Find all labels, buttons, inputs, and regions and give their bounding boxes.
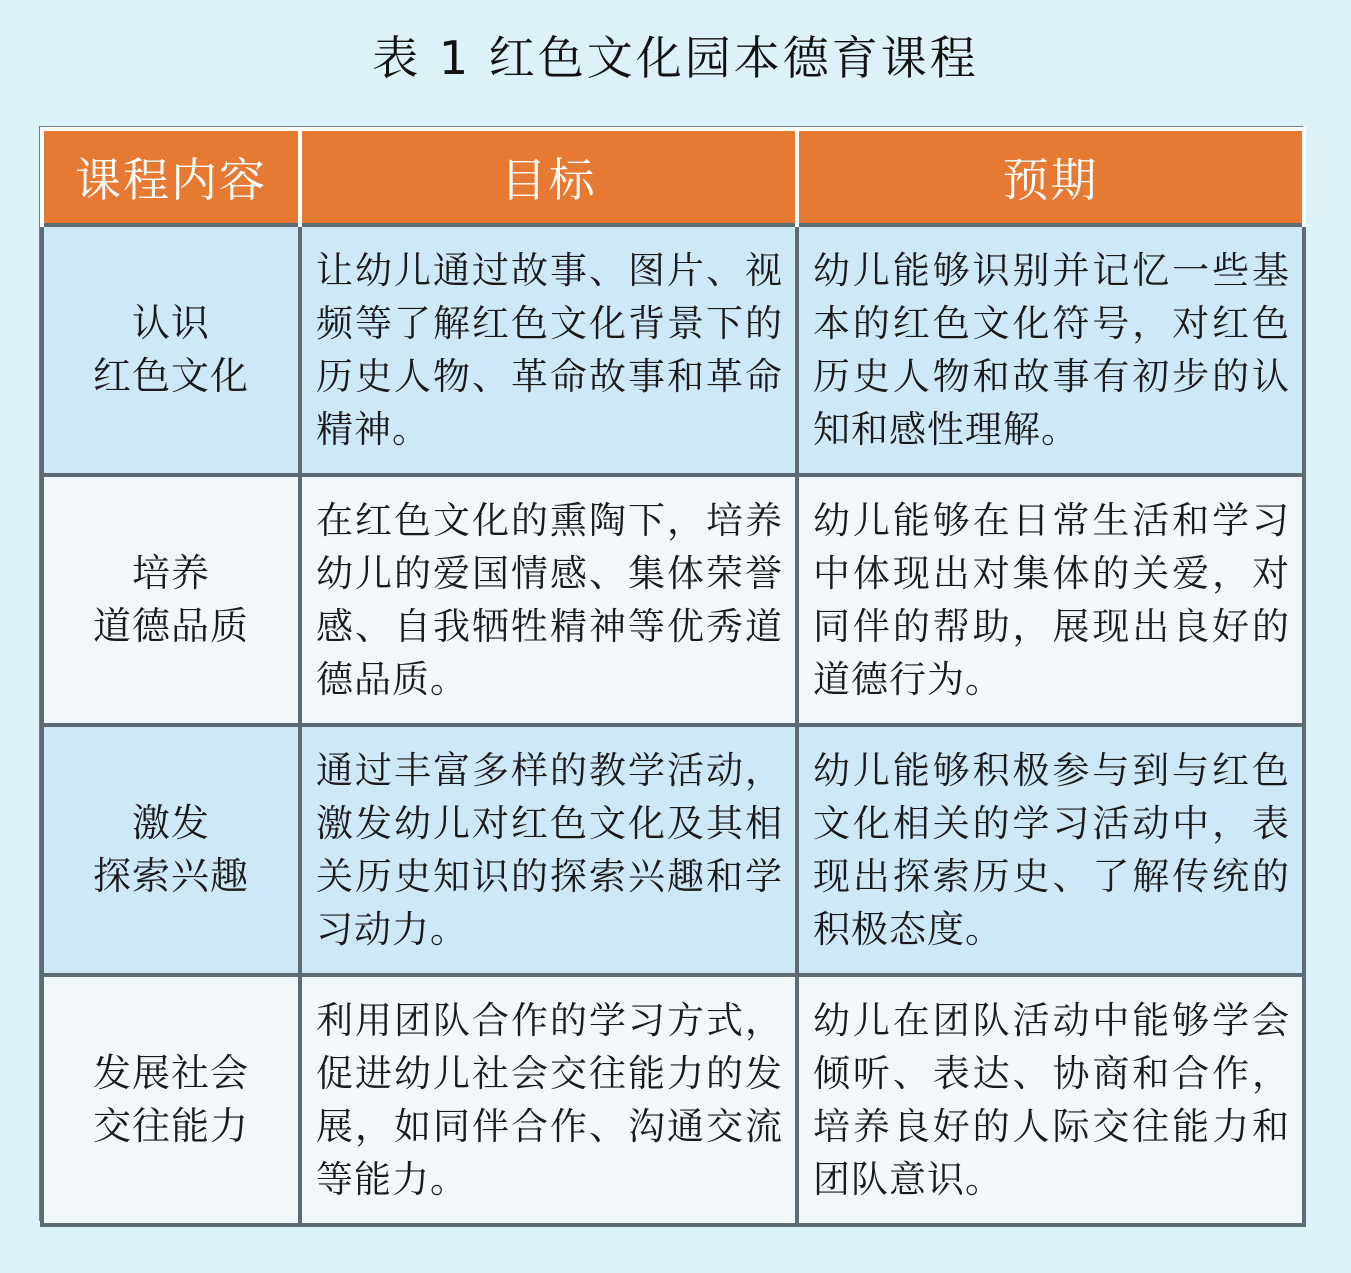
expected-cell: 幼儿在团队活动中能够学会倾听、表达、协商和合作，培养良好的人际交往能力和团队意识。 xyxy=(797,975,1304,1225)
goal-cell: 利用团队合作的学习方式，促进幼儿社会交往能力的发展，如同伴合作、沟通交流等能力。 xyxy=(300,975,797,1225)
course-content-line: 交往能力 xyxy=(92,1104,249,1148)
course-content-cell xyxy=(42,225,300,475)
expected-cell: 幼儿能够识别并记忆一些基本的红色文化符号，对红色历史人物和故事有初步的认知和感性理解。 xyxy=(797,225,1304,475)
expected-cell: 幼儿能够在日常生活和学习中体现出对集体的关爱，对同伴的帮助，展现出良好的道德行为。 xyxy=(797,475,1304,725)
header-expected: 预期 xyxy=(797,129,1304,225)
curriculum-table xyxy=(40,127,1306,1227)
table-row xyxy=(42,225,1304,475)
course-content-line: 红色文化 xyxy=(92,354,249,398)
course-content-line: 激发 xyxy=(131,801,210,845)
curriculum-table-container xyxy=(40,127,1302,1220)
course-content-cell xyxy=(42,975,300,1225)
goal-cell: 在红色文化的熏陶下，培养幼儿的爱国情感、集体荣誉感、自我牺牲精神等优秀道德品质。 xyxy=(300,475,797,725)
course-content-line: 培养 xyxy=(131,551,210,595)
table-row xyxy=(42,475,1304,725)
course-content-line: 探索兴趣 xyxy=(92,854,249,898)
expected-cell: 幼儿能够积极参与到与红色文化相关的学习活动中，表现出探索历史、了解传统的积极态度。 xyxy=(797,725,1304,975)
course-content-line: 认识 xyxy=(131,301,210,345)
course-content-line: 道德品质 xyxy=(92,604,249,648)
table-header-row xyxy=(42,129,1304,225)
table-row xyxy=(42,975,1304,1225)
course-content-cell xyxy=(42,725,300,975)
header-goal: 目标 xyxy=(300,129,797,225)
course-content-cell xyxy=(42,475,300,725)
table-title: 表 1 红色文化园本德育课程 xyxy=(372,31,979,85)
table-row xyxy=(42,725,1304,975)
goal-cell: 通过丰富多样的教学活动，激发幼儿对红色文化及其相关历史知识的探索兴趣和学习动力。 xyxy=(300,725,797,975)
goal-cell: 让幼儿通过故事、图片、视频等了解红色文化背景下的历史人物、革命故事和革命精神。 xyxy=(300,225,797,475)
header-course-content: 课程内容 xyxy=(42,129,300,225)
course-content-line: 发展社会 xyxy=(92,1051,249,1095)
